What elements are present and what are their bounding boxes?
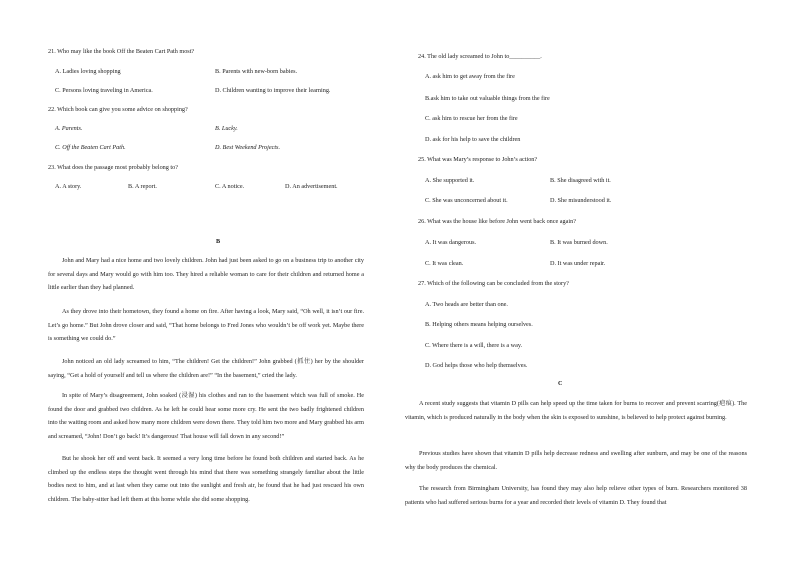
passage-b-paragraph-2: As they drove into their hometown, they found a home on fire. After having a look, Mary said, “Oh well, it isn’t our fire. Let’s go home.” But John drove closer and said, “That home belongs to Fred Jones who wouldn’t be off work yet. Maybe there is something we could do.” [48,308,364,343]
q25-option-b: B. She disagreed with it. [550,177,611,184]
q23-option-b: B. A report. [128,183,157,190]
q21-option-d: D. Children wanting to improve their learning. [215,87,331,94]
question-24: 24. The old lady screamed to John to__________. [418,53,542,60]
q21-option-b: B. Parents with new-born babies. [215,68,298,75]
q23-option-a: A. A story. [55,183,82,190]
q23-option-d: D. An advertisement. [285,183,338,190]
question-26: 26. What was the house like before John went back once again? [418,218,576,225]
question-21: 21. Who may like the book Off the Beaten Cart Path most? [48,48,195,55]
q21-option-c: C. Persons loving traveling in America. [55,87,153,94]
question-25: 25. What was Mary’s response to John’s action? [418,156,538,163]
question-27: 27. Which of the following can be concluded from the story? [418,280,569,287]
q26-option-c: C. It was clean. [425,260,464,267]
section-c-heading: C [558,380,563,387]
q21-option-a: A. Ladies loving shopping [55,68,121,75]
q22-option-a: A. Parents. [55,125,83,132]
q24-option-a: A. ask him to get away from the fire [425,73,515,80]
section-b-heading: B [216,238,221,245]
passage-c-paragraph-1: A recent study suggests that vitamin D pills can help speed up the time taken for burns to recover and prevent scarring(疤痕). The vitamin, which is produced naturally in the body when the skin is exposed to sunshine, is believed to help protect against burning. [405,400,747,421]
q27-option-a: A. Two heads are better than one. [425,301,508,308]
q27-option-b: B. Helping others means helping ourselves. [425,321,533,328]
q23-option-c: C. A notice. [215,183,245,190]
q27-option-c: C. Where there is a will, there is a way. [425,342,523,349]
q26-option-b: B. It was burned down. [550,239,608,246]
passage-b-paragraph-4: In spite of Mary’s disagreement, John soaked (浸湿) his clothes and ran to the basement which was full of smoke. He found the door and grabbed two children. As he left he could hear some more cry. He sent the two badly frightened children into the waiting room and asked how many more children were down there. They told him two more and Mary grabbed his arm and screamed, “John! Don’t go back! It’s dangerous! That house will fall down in any second!” [48,392,364,441]
passage-c-paragraph-3: The research from Birmingham University, has found they may also help relieve other types of burn. Researchers monitored 38 patients who had suffered serious burns for a year and recorded their levels of vitamin D. They found that [405,485,747,506]
q25-option-d: D. She misunderstood it. [550,197,612,204]
passage-c-paragraph-2: Previous studies have shown that vitamin D pills help decrease redness and swelling after sunburn, and may be one of the reasons why the body produces the chemical. [405,450,747,471]
q25-option-c: C. She was unconcerned about it. [425,197,508,204]
question-22: 22. Which book can give you some advice on shopping? [48,106,188,113]
q24-option-b: B.ask him to take out valuable things from the fire [425,95,550,102]
passage-b-paragraph-5: But he shook her off and went back. It seemed a very long time before he found both children and started back. As he climbed up the endless steps the thought went through his mind that there was something strangely familiar about the little bodies next to him, and at last when they came out into the sunlight and fresh air, he found that he had just rescued his own children. The baby-sitter had left them at this home while she did some shopping. [48,455,364,504]
q22-option-b: B. Lucky. [215,125,238,132]
q26-option-d: D. It was under repair. [550,260,606,267]
q26-option-a: A. It was dangerous. [425,239,477,246]
q22-option-d: D. Best Weekend Projects. [215,144,281,151]
passage-b-paragraph-1: John and Mary had a nice home and two lovely children. John had just been asked to go on a business trip to another city for several days and Mary would go with him too. They hired a reliable woman to care for their children and returned home a little earlier than they had planned. [48,257,364,292]
q25-option-a: A. She supported it. [425,177,475,184]
passage-b-paragraph-3: John noticed an old lady screamed to him, “The children! Get the children!” John grabbed (抓住) her by the shoulder saying, “Get a hold of yourself and tell us where the children are!” “In the basement,” cried the lady. [48,358,364,379]
q24-option-d: D. ask for his help to save the children [425,136,521,143]
q24-option-c: C. ask him to rescue her from the fire [425,115,518,122]
q22-option-c: C. Off the Beaten Cart Path. [55,144,126,151]
q27-option-d: D. God helps those who help themselves. [425,362,528,369]
question-23: 23. What does the passage most probably belong to? [48,164,178,171]
